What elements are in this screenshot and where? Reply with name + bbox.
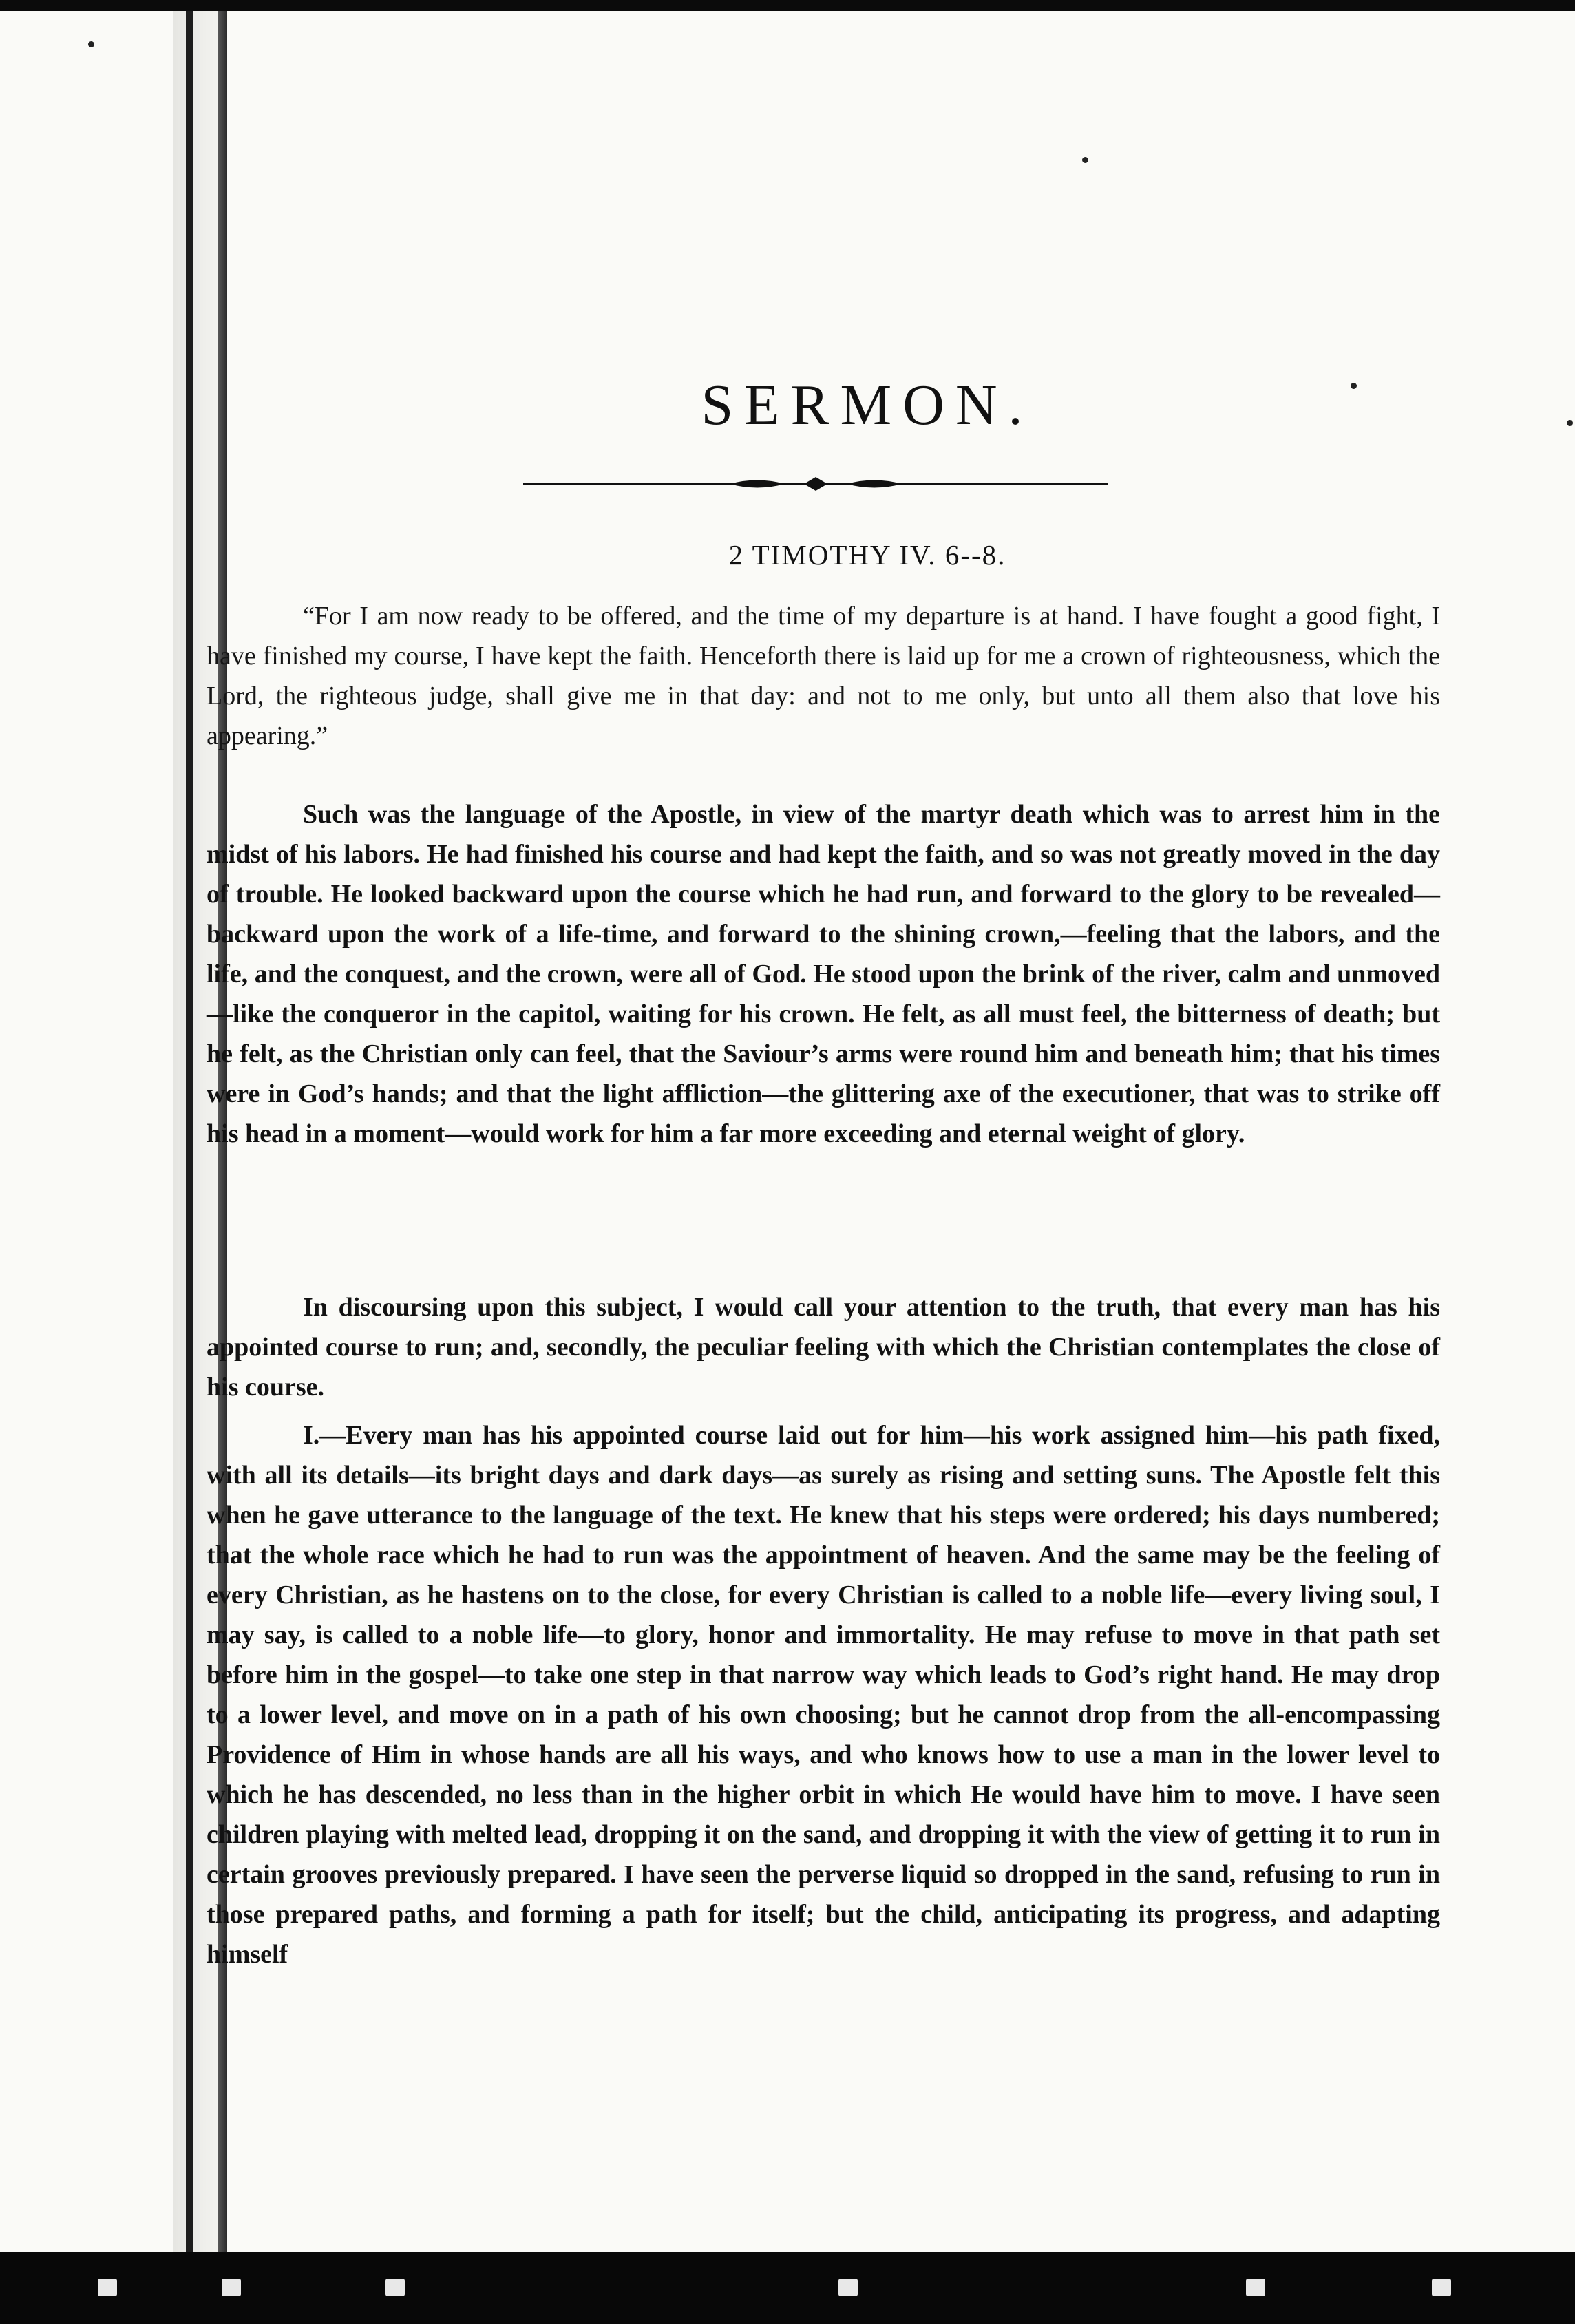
scan-speck [1567, 420, 1573, 426]
scan-speck [1246, 2279, 1265, 2296]
body-paragraph: In discoursing upon this subject, I would call your attention to the truth, that every man has his appointed course to run; and, secondly, the peculiar feeling with which the Christian contemplates the close of his course. [207, 1293, 1440, 1402]
scan-top-border [0, 0, 1575, 11]
epigraph-quote: “For I am now ready to be offered, and the time of my departure is at hand. I have fought a good fight, I have finished my course, I have kept the faith. Henceforth there is laid up for me a crown of righteousness, which the Lord, the righteous judge, shall give me in that day: and not to me only, but unto all them also that love his appearing.” [207, 602, 1440, 750]
scan-speck [1432, 2279, 1451, 2296]
scan-speck [1082, 157, 1088, 163]
page-title: SERMON. [701, 373, 1034, 437]
body-paragraph: I.—Every man has his appointed course laid out for him—his work assigned him—his path fixed, with all its details—its bright days and dark days—as surely as rising and setting suns. The Apostle felt this when he gave utterance to the language of the text. He knew that his steps were ordered; his days numbered; that the whole race which he had to run was the appointment of heaven. And the same may be the feeling of every Christian, as he hastens on to the close, for every Christian is called to a noble life—every living soul, I may say, is called to a noble life—to glory, honor and immortality. He may refuse to move in that path set before him in the gospel—to take one step in that narrow way which leads to God’s right hand. He may drop to a lower level, and move on in a path of his own choosing; but he cannot drop from the all-encompassing Providence of Him in whose hands are all his ways, and who knows how to use a man in the lower level to which he has descended, no less than in the higher orbit in which He would have him to move. I have seen children playing with melted lead, dropping it on the sand, and dropping it with the view of getting it to run in certain grooves previously prepared. I have seen the perverse liquid so dropped in the sand, refusing to run in those prepared paths, and forming a path for itself; but the child, anticipating its progress, and adapting himself [207, 1421, 1440, 1969]
scan-speck [385, 2279, 405, 2296]
scan-speck [98, 2279, 117, 2296]
scan-speck [838, 2279, 858, 2296]
spine-edge-line [186, 8, 193, 2254]
ornamental-rule [523, 475, 1108, 493]
scan-bottom-border [0, 2252, 1575, 2324]
body-paragraph: Such was the language of the Apostle, in view of the martyr death which was to arrest him in the midst of his labors. He had finished his course and had kept the faith, and so was not greatly moved in the day of trouble. He looked backward upon the course which he had run, and forward to the glory to be revealed—backward upon the work of a life-time, and forward to the shining crown,—feeling that the labors, and the life, and the conquest, and the crown, were all of God. He stood upon the brink of the river, calm and unmoved—like the conqueror in the capitol, waiting for his crown. He felt, as all must feel, the bitterness of death; but he felt, as the Christian only can feel, that the Saviour’s arms were round him and beneath him; that his times were in God’s hands; and that the light affliction—the glittering axe of the executioner, that was to strike off his head in a moment—would work for him a far more exceeding and eternal weight of glory. [207, 800, 1440, 1148]
scan-speck [222, 2279, 241, 2296]
scripture-reference: 2 TIMOTHY IV. 6--8. [728, 539, 1006, 571]
scan-speck [88, 41, 94, 47]
